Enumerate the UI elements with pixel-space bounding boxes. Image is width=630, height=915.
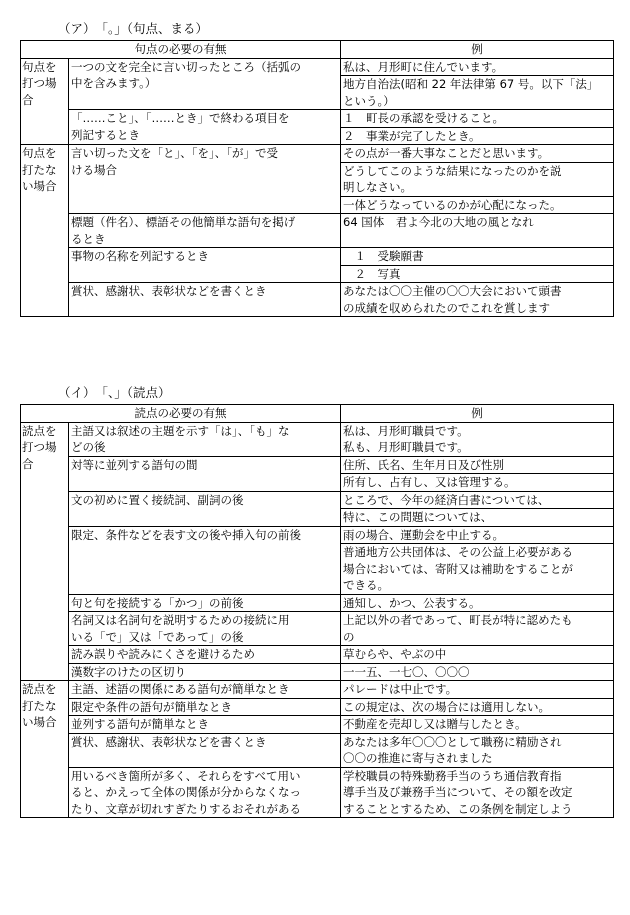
- example-text: という。）: [343, 93, 395, 108]
- case-cell: [69, 456, 341, 491]
- example-cell: [341, 265, 614, 283]
- section-heading-touten: （イ） 「、」（読点）: [58, 385, 171, 400]
- case-text: 賞状、感謝状、表彰状などを書くとき: [71, 734, 267, 749]
- case-cell: [69, 214, 341, 248]
- table-row: [21, 698, 614, 716]
- example-cell: [341, 76, 614, 110]
- example-text: あなたは〇〇主催の〇〇大会において頭書: [343, 284, 562, 298]
- case-text: 文の初めに置く接続詞、副詞の後: [71, 492, 244, 507]
- case-text: たり、文章が切れすぎたりするおそれがある: [71, 801, 301, 816]
- case-cell: [69, 716, 341, 734]
- case-cell: [69, 733, 341, 767]
- case-text: 「……こと」、「……とき」で終わる項目を: [71, 111, 290, 125]
- example-text: 一体どうなっているのかが心配になった。: [343, 197, 562, 212]
- case-text: 並列する語句が簡単なとき: [71, 717, 209, 731]
- case-text: 読み誤りや読みにくさを避けるため: [71, 647, 255, 661]
- example-header: 例: [341, 405, 614, 423]
- case-text: 列記するとき: [71, 127, 140, 142]
- case-text: どの後: [71, 440, 106, 454]
- necessity-header: 読点の必要の有無: [21, 405, 341, 423]
- example-text: 普通地方公共団体は、その公益上必要がある: [343, 545, 573, 559]
- table-row: [21, 646, 614, 664]
- example-text: その点が一番大事なことだと思います。: [343, 146, 550, 160]
- case-cell: [69, 612, 341, 646]
- example-text: 64 国体 君よ今北の大地の風となれ: [343, 215, 534, 229]
- table-row: [21, 767, 614, 818]
- case-text: 一つの文を完全に言い切ったところ（括弧の: [71, 59, 301, 74]
- category-label: 句点を: [22, 59, 57, 74]
- example-cell: [341, 544, 614, 595]
- case-text: 賞状、感謝状、表彰状などを書くとき: [71, 284, 267, 298]
- category-label: 打つ場: [22, 440, 57, 454]
- category-label: 打たな: [22, 698, 57, 713]
- case-cell: [69, 698, 341, 716]
- case-cell: [69, 526, 341, 594]
- table-row: [21, 491, 614, 509]
- case-text: 主語、述語の関係にある語句が簡単なとき: [71, 682, 290, 696]
- example-text: ところで、今年の経済白書については、: [343, 492, 550, 507]
- example-text: できる。: [343, 578, 389, 592]
- example-text: 雨の場合、運動会を中止する。: [343, 527, 504, 542]
- example-text: 特に、この問題については、: [343, 510, 493, 524]
- example-text: 通知し、かつ、公表する。: [343, 595, 481, 610]
- table-row: [21, 716, 614, 734]
- example-cell: [341, 594, 614, 612]
- example-text: 所有し、占有し、又は管理する。: [343, 475, 516, 489]
- example-text: 上記以外の者であって、町長が特に認めたも: [343, 613, 573, 627]
- kuten-table: [20, 40, 614, 317]
- case-cell: [69, 248, 341, 283]
- case-cell: [69, 283, 341, 317]
- case-cell: [69, 646, 341, 664]
- case-text: 名詞又は名詞句を説明するための接続に用: [71, 613, 290, 627]
- case-cell: [69, 767, 341, 818]
- example-cell: [341, 612, 614, 646]
- category-label: い場合: [22, 179, 57, 193]
- example-text: ２ 写真: [343, 266, 401, 281]
- example-cell: [341, 196, 614, 214]
- case-cell: [69, 491, 341, 526]
- example-text: することとするため、この条例を制定しよう: [343, 801, 573, 816]
- case-cell: [69, 110, 341, 145]
- table-row: [21, 681, 614, 699]
- example-cell: [341, 214, 614, 248]
- case-text: 対等に並列する語句の間: [71, 457, 198, 472]
- category-label: い場合: [22, 715, 57, 729]
- category-cell: [21, 58, 69, 145]
- table-row: [21, 456, 614, 474]
- case-text: 中を含みます。）: [71, 76, 157, 90]
- example-text: の: [343, 629, 355, 644]
- category-label: 句点を: [22, 146, 57, 160]
- example-text: この規定は、次の場合には適用しない。: [343, 699, 550, 714]
- case-cell: [69, 58, 341, 110]
- example-cell: [341, 646, 614, 664]
- example-header: 例: [341, 41, 614, 59]
- example-cell: [341, 456, 614, 474]
- case-cell: [69, 145, 341, 214]
- example-cell: [341, 733, 614, 767]
- table-row: [21, 145, 614, 163]
- example-text: １ 受験願書: [343, 249, 424, 263]
- category-label: 合: [22, 92, 34, 107]
- example-cell: [341, 422, 614, 456]
- example-cell: [341, 526, 614, 544]
- example-text: 住所、氏名、生年月日及び性別: [343, 457, 504, 472]
- table-row: [21, 663, 614, 681]
- example-text: 一一五、一七〇、〇〇〇: [343, 664, 470, 679]
- example-text: 不動産を売却し又は贈与したとき。: [343, 717, 527, 731]
- example-cell: [341, 110, 614, 128]
- example-text: パレードは中止です。: [343, 682, 458, 696]
- example-text: 〇〇の推進に寄与されました: [343, 751, 493, 765]
- category-cell: [21, 422, 69, 681]
- example-cell: [341, 58, 614, 76]
- table-row: [21, 248, 614, 266]
- example-cell: [341, 663, 614, 681]
- example-cell: [341, 767, 614, 818]
- case-cell: [69, 422, 341, 456]
- table-row: [21, 283, 614, 317]
- touten-table: [20, 404, 614, 818]
- table-row: [21, 733, 614, 767]
- example-text: 明しなさい。: [343, 180, 412, 194]
- case-cell: [69, 594, 341, 612]
- case-text: 事物の名称を列記するとき: [71, 249, 209, 263]
- case-text: ると、かえって全体の関係が分からなくなっ: [71, 785, 301, 799]
- table-row: [21, 594, 614, 612]
- example-cell: [341, 716, 614, 734]
- case-cell: [69, 663, 341, 681]
- example-cell: [341, 491, 614, 509]
- example-cell: [341, 509, 614, 527]
- example-cell: [341, 681, 614, 699]
- category-label: 打つ場: [22, 76, 57, 90]
- case-cell: [69, 681, 341, 699]
- case-text: 句と句を接続する「かつ」の前後: [71, 595, 244, 610]
- category-label: 読点を: [22, 423, 57, 438]
- example-cell: [341, 283, 614, 317]
- category-cell: [21, 145, 69, 317]
- case-text: 標題（件名）、標語その他簡単な語句を掲げ: [71, 215, 296, 229]
- example-cell: [341, 474, 614, 492]
- table-header-row: [21, 405, 614, 423]
- table-row: [21, 422, 614, 456]
- case-text: いる「で」又は「であって」の後: [71, 629, 244, 644]
- example-text: 私も、月形町職員です。: [343, 440, 469, 454]
- example-text: どうしてこのような結果になったのかを説: [343, 163, 562, 178]
- category-label: 合: [22, 456, 34, 471]
- table-header-row: [21, 41, 614, 59]
- table-row: [21, 612, 614, 646]
- table-row: [21, 526, 614, 544]
- example-text: 場合においては、寄附又は補助をすることが: [343, 561, 573, 576]
- section-heading-kuten: （ア） 「。」（句点、まる）: [58, 21, 209, 36]
- example-cell: [341, 248, 614, 266]
- example-text: 学校職員の特殊勤務手当のうち通信教育指: [343, 768, 562, 783]
- example-cell: [341, 698, 614, 716]
- example-text: 私は、月形町職員です。: [343, 423, 469, 438]
- table-row: [21, 110, 614, 128]
- table-row: [21, 214, 614, 248]
- case-text: ける場合: [71, 162, 117, 177]
- case-text: 限定、条件などを表す文の後や挿入句の前後: [71, 527, 301, 542]
- table-row: [21, 58, 614, 76]
- necessity-header: 句点の必要の有無: [21, 41, 341, 59]
- example-text: 導手当及び兼務手当について、その額を改定: [343, 785, 573, 799]
- example-cell: [341, 162, 614, 196]
- case-text: 限定や条件の語句が簡単なとき: [71, 699, 232, 714]
- example-cell: [341, 127, 614, 145]
- example-text: あなたは多年〇〇〇として職務に精励され: [343, 734, 562, 749]
- case-text: 言い切った文を「と」、「を」、「が」で受: [71, 146, 278, 160]
- example-text: 草むらや、やぶの中: [343, 647, 447, 661]
- case-text: 主語又は叙述の主題を示す「は」、「も」な: [71, 423, 290, 438]
- category-label: 読点を: [22, 682, 57, 696]
- example-text: ２ 事業が完了したとき。: [343, 128, 481, 143]
- example-text: １ 町長の承認を受けること。: [343, 111, 504, 125]
- example-text: の成績を収められたのでこれを賞します: [343, 300, 550, 315]
- category-label: 打たな: [22, 162, 57, 177]
- case-text: るとき: [71, 231, 106, 246]
- example-text: 私は、月形町に住んでいます。: [343, 59, 504, 74]
- case-text: 用いるべき箇所が多く、それらをすべて用い: [71, 768, 301, 783]
- case-text: 漢数字のけたの区切り: [71, 664, 186, 679]
- category-cell: [21, 681, 69, 818]
- example-text: 地方自治法(昭和 22 年法律第 67 号。以下「法」: [343, 77, 599, 91]
- example-cell: [341, 145, 614, 163]
